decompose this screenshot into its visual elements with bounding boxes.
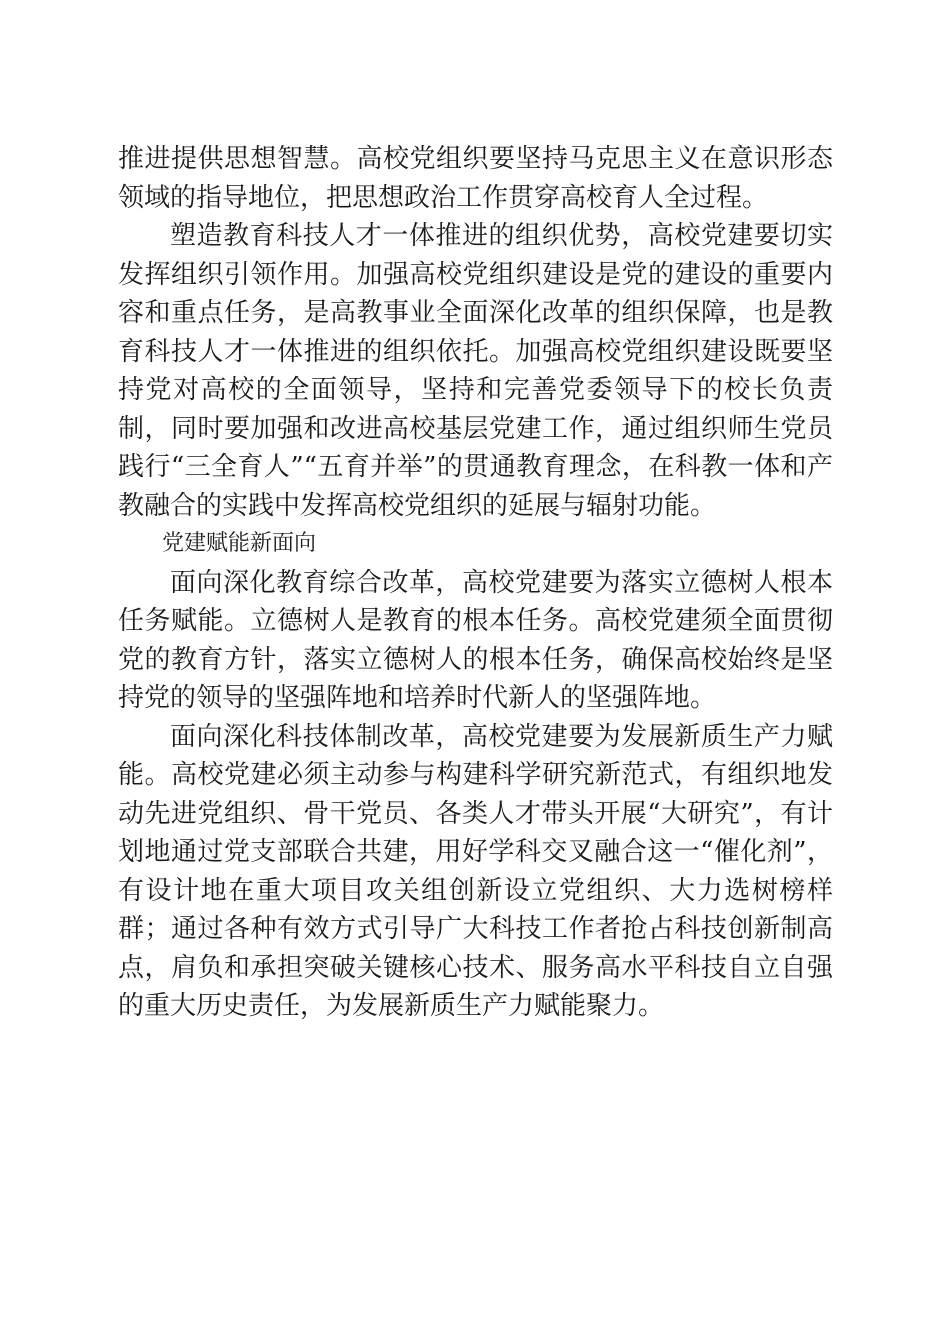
paragraph-continued: 推进提供思想智慧。高校党组织要坚持马克思主义在意识形态领域的指导地位，把思想政治工作贯穿高校育人全过程。 [118,144,833,213]
section-heading: 党建赋能新面向 [162,531,317,556]
document-body [118,140,833,1026]
paragraph-tech-reform: 面向深化科技体制改革，高校党建要为发展新质生产力赋能。高校党建必须主动参与构建科学研究新范式，有组织地发动先进党组织、骨干党员、各类人才带头开展“大研究”，有计划地通过党支部联合共建，用好学科交叉融合这一“催化剂”，有设计地在重大项目攻关组创新设立党组织、大力选树榜样群；通过各种有效方式引导广大科技工作者抢占科技创新制高点，肩负和承担突破关键核心技术、服务高水平科技自立自强的重大历史责任，为发展新质生产力赋能聚力。 [118,721,833,1021]
paragraph-education-reform: 面向深化教育综合改革，高校党建要为落实立德树人根本任务赋能。立德树人是教育的根本任务。高校党建须全面贯彻党的教育方针，落实立德树人的根本任务，确保高校始终是坚持党的领导的坚强阵地和培养时代新人的坚强阵地。 [118,567,833,713]
paragraph-organization-advantage: 塑造教育科技人才一体推进的组织优势，高校党建要切实发挥组织引领作用。加强高校党组织建设是党的建设的重要内容和重点任务，是高教事业全面深化改革的组织保障，也是教育科技人才一体推进的组织依托。加强高校党组织建设既要坚持党对高校的全面领导，坚持和完善党委领导下的校长负责制，同时要加强和改进高校基层党建工作，通过组织师生党员践行“三全育人”“五育并举”的贯通教育理念，在科教一体和产教融合的实践中发挥高校党组织的延展与辐射功能。 [118,221,833,521]
